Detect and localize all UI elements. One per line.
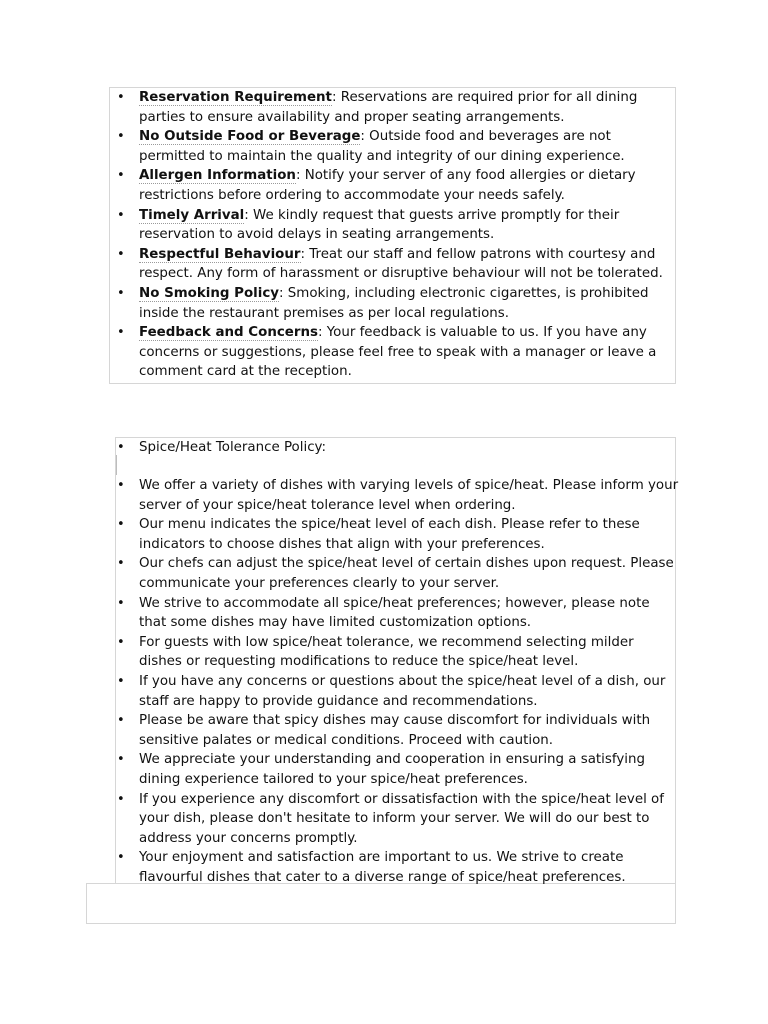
rule-item — [117, 245, 679, 284]
bullet-icon: • — [117, 673, 125, 689]
rule-text: : Reservations are required prior for all dining parties to ensure availability and proper seating arrangements. — [139, 90, 638, 125]
spice-policy-heading-item — [117, 438, 679, 458]
spice-policy-text: We strive to accommodate all spice/heat preferences; however, please note that some dishes may have limited customization options. — [139, 595, 650, 631]
spice-policy-list — [117, 476, 679, 887]
spice-policy-item — [117, 633, 679, 672]
bullet-icon: • — [117, 791, 125, 807]
rule-item — [117, 206, 679, 245]
spice-policy-text: Our menu indicates the spice/heat level of each dish. Please refer to these indicators to choose dishes that align with your preferences. — [139, 517, 640, 552]
spice-policy-item — [117, 790, 679, 849]
rule-text: : We kindly request that guests arrive promptly for their reservation to avoid delays in seating arrangements. — [139, 207, 620, 243]
rule-term: Reservation Requirement — [139, 90, 332, 105]
bullet-icon: • — [117, 595, 125, 611]
empty-text-frame[interactable] — [86, 883, 676, 924]
rule-text: : Treat our staff and fellow patrons with courtesy and respect. Any form of harassment or disruptive behaviour will not be tolerated. — [139, 246, 663, 282]
spice-policy-text: Our chefs can adjust the spice/heat level of certain dishes upon request. Please communicate your preferences clearly to your server. — [139, 556, 674, 591]
bullet-icon: • — [117, 246, 125, 262]
spice-policy-item — [117, 848, 679, 887]
rule-term: No Smoking Policy — [139, 285, 280, 301]
spice-policy-text: For guests with low spice/heat tolerance, we recommend selecting milder dishes or requesting modifications to reduce the spice/heat level. — [139, 634, 634, 670]
rule-term: Respectful Behaviour — [139, 246, 301, 262]
rule-term: No Outside Food or Beverage — [139, 129, 361, 145]
bullet-icon: • — [117, 90, 125, 105]
rule-text: : Outside food and beverages are not permitted to maintain the quality and integrity of our dining experience. — [139, 129, 625, 164]
spice-policy-text: We offer a variety of dishes with varying levels of spice/heat. Please inform your server of your spice/heat tolerance level when ordering. — [139, 478, 679, 513]
rule-text: : Notify your server of any food allergies or dietary restrictions before ordering to accommodate your needs safely. — [139, 168, 636, 203]
spice-policy-item — [117, 672, 679, 711]
rule-term: Timely Arrival — [139, 207, 245, 223]
spice-policy-text: If you have any concerns or questions about the spice/heat level of a dish, our staff are happy to provide guidance and recommendations. — [139, 673, 666, 709]
bullet-icon: • — [117, 168, 125, 184]
bullet-icon: • — [117, 634, 125, 650]
text-cursor-bar — [116, 455, 117, 475]
spice-policy-item — [117, 711, 679, 750]
rule-item — [117, 88, 679, 127]
spice-policy-text: Please be aware that spicy dishes may cause discomfort for individuals with sensitive palates or medical conditions. Proceed with caution. — [139, 713, 651, 748]
spice-policy-item — [117, 594, 679, 633]
spice-policy-text: We appreciate your understanding and cooperation in ensuring a satisfying dining experience tailored to your spice/heat preferences. — [139, 752, 645, 787]
bullet-icon: • — [117, 850, 125, 866]
spice-policy-heading-list — [117, 438, 679, 458]
rule-text: : Your feedback is valuable to us. If you have any concerns or suggestions, please feel free to speak with a manager or leave a comment card at the reception. — [139, 325, 657, 380]
rule-item — [117, 127, 679, 166]
bullet-icon: • — [117, 752, 125, 768]
bullet-icon: • — [117, 129, 125, 145]
rule-item — [117, 323, 679, 382]
bullet-icon: • — [117, 517, 125, 533]
spice-policy-item — [117, 554, 679, 593]
rule-text: : Smoking, including electronic cigarettes, is prohibited inside the restaurant premises as per local regulations. — [139, 285, 649, 321]
rule-item — [117, 284, 679, 323]
spice-policy-item — [117, 515, 679, 554]
rule-term: Allergen Information — [139, 168, 296, 184]
bullet-icon: • — [117, 325, 125, 341]
bullet-icon: • — [117, 713, 125, 729]
bullet-icon: • — [117, 207, 125, 223]
rules-list — [117, 88, 679, 382]
rule-term: Feedback and Concerns — [139, 325, 318, 341]
bullet-icon: • — [117, 478, 125, 493]
spice-policy-item — [117, 476, 679, 515]
bullet-icon: • — [117, 440, 125, 455]
rule-item — [117, 166, 679, 205]
bullet-icon: • — [117, 556, 125, 572]
spice-policy-heading: Spice/Heat Tolerance Policy: — [139, 440, 327, 455]
spice-policy-text: If you experience any discomfort or dissatisfaction with the spice/heat level of your dish, please don't hesitate to inform your server. We will do our best to address your concerns promptly. — [139, 791, 664, 846]
spice-policy-text: Your enjoyment and satisfaction are important to us. We strive to create flavourful dishes that cater to a diverse range of spice/heat preferences. — [139, 850, 626, 885]
spice-policy-item — [117, 750, 679, 789]
bullet-icon: • — [117, 285, 125, 301]
